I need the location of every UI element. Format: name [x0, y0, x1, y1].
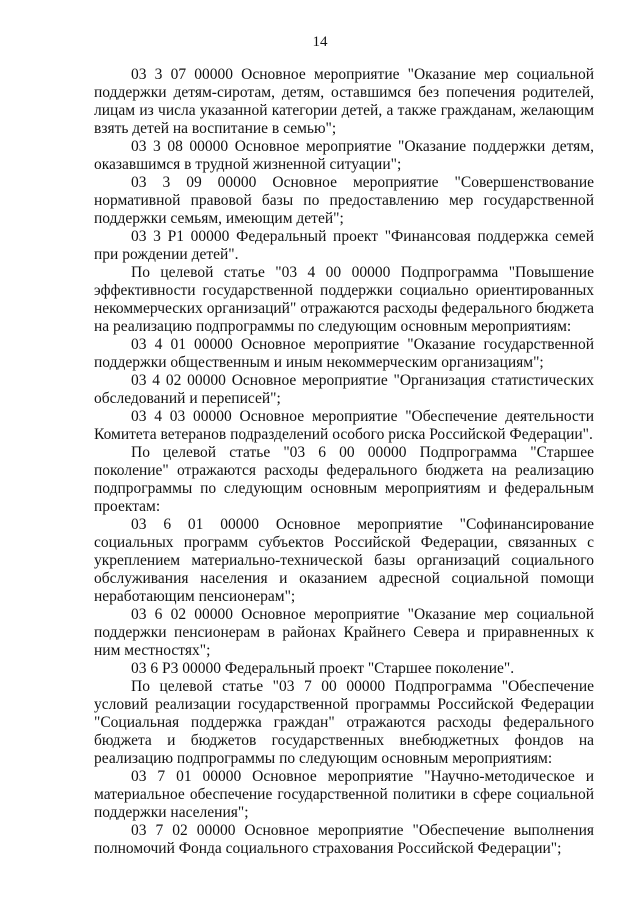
paragraph-03-4-03: 03 4 03 00000 Основное мероприятие "Обеспечение деятельности Комитета ветеранов подразделений особого риска Российской Федерации".	[94, 408, 594, 443]
paragraph-03-6-intro: По целевой статье "03 6 00 00000 Подпрограмма "Старшее поколение" отражаются расходы федерального бюджета на реализацию подпрограммы по следующим основным мероприятиям и федеральным проектам:	[94, 444, 594, 515]
paragraph-03-7-01: 03 7 01 00000 Основное мероприятие "Научно-методическое и материальное обеспечение государственной политики в сфере социальной поддержки населения";	[94, 768, 594, 821]
paragraph-03-7-02: 03 7 02 00000 Основное мероприятие "Обеспечение выполнения полномочий Фонда социального страхования Российской Федерации";	[94, 822, 594, 857]
paragraph-03-7-intro: По целевой статье "03 7 00 00000 Подпрограмма "Обеспечение условий реализации государственной программы Российской Федерации "Социальная поддержка граждан" отражаются расходы федерального бюджета и бюджетов государственных внебюджетных фондов на реализацию подпрограммы по следующим основным мероприятиям:	[94, 678, 594, 767]
paragraph-03-4-02: 03 4 02 00000 Основное мероприятие "Организация статистических обследований и переписей";	[94, 372, 594, 407]
paragraph-03-4-intro: По целевой статье "03 4 00 00000 Подпрограмма "Повышение эффективности государственной поддержки социально ориентированных некоммерческих организаций" отражаются расходы федерального бюджета на реализацию подпрограммы по следующим основным мероприятиям:	[94, 264, 594, 335]
paragraph-03-3-08: 03 3 08 00000 Основное мероприятие "Оказание поддержки детям, оказавшимся в трудной жизненной ситуации";	[94, 138, 594, 173]
paragraph-03-6-01: 03 6 01 00000 Основное мероприятие "Софинансирование социальных программ субъектов Российской Федерации, связанных с укреплением материально-технической базы организаций социального обслуживания населения и оказанием адресной социальной помощи неработающим пенсионерам";	[94, 516, 594, 605]
paragraph-03-3-09: 03 3 09 00000 Основное мероприятие "Совершенствование нормативной правовой базы по предоставлению мер государственной поддержки семьям, имеющим детей";	[94, 174, 594, 227]
paragraph-03-6-02: 03 6 02 00000 Основное мероприятие "Оказание мер социальной поддержки пенсионерам в районах Крайнего Севера и приравненных к ним местностях";	[94, 606, 594, 659]
paragraph-03-3-p1: 03 3 P1 00000 Федеральный проект "Финансовая поддержка семей при рождении детей".	[94, 228, 594, 263]
page-number: 14	[312, 34, 328, 50]
document-body	[94, 66, 594, 858]
paragraph-03-3-07: 03 3 07 00000 Основное мероприятие "Оказание мер социальной поддержки детям-сиротам, детям, оставшимся без попечения родителей, лицам из числа указанной категории детей, а также гражданам, желающим взять детей на воспитание в семью";	[94, 66, 594, 137]
paragraph-03-6-p3: 03 6 P3 00000 Федеральный проект "Старшее поколение".	[131, 660, 515, 677]
paragraph-03-4-01: 03 4 01 00000 Основное мероприятие "Оказание государственной поддержки общественным и иным некоммерческим организациям";	[94, 336, 594, 371]
